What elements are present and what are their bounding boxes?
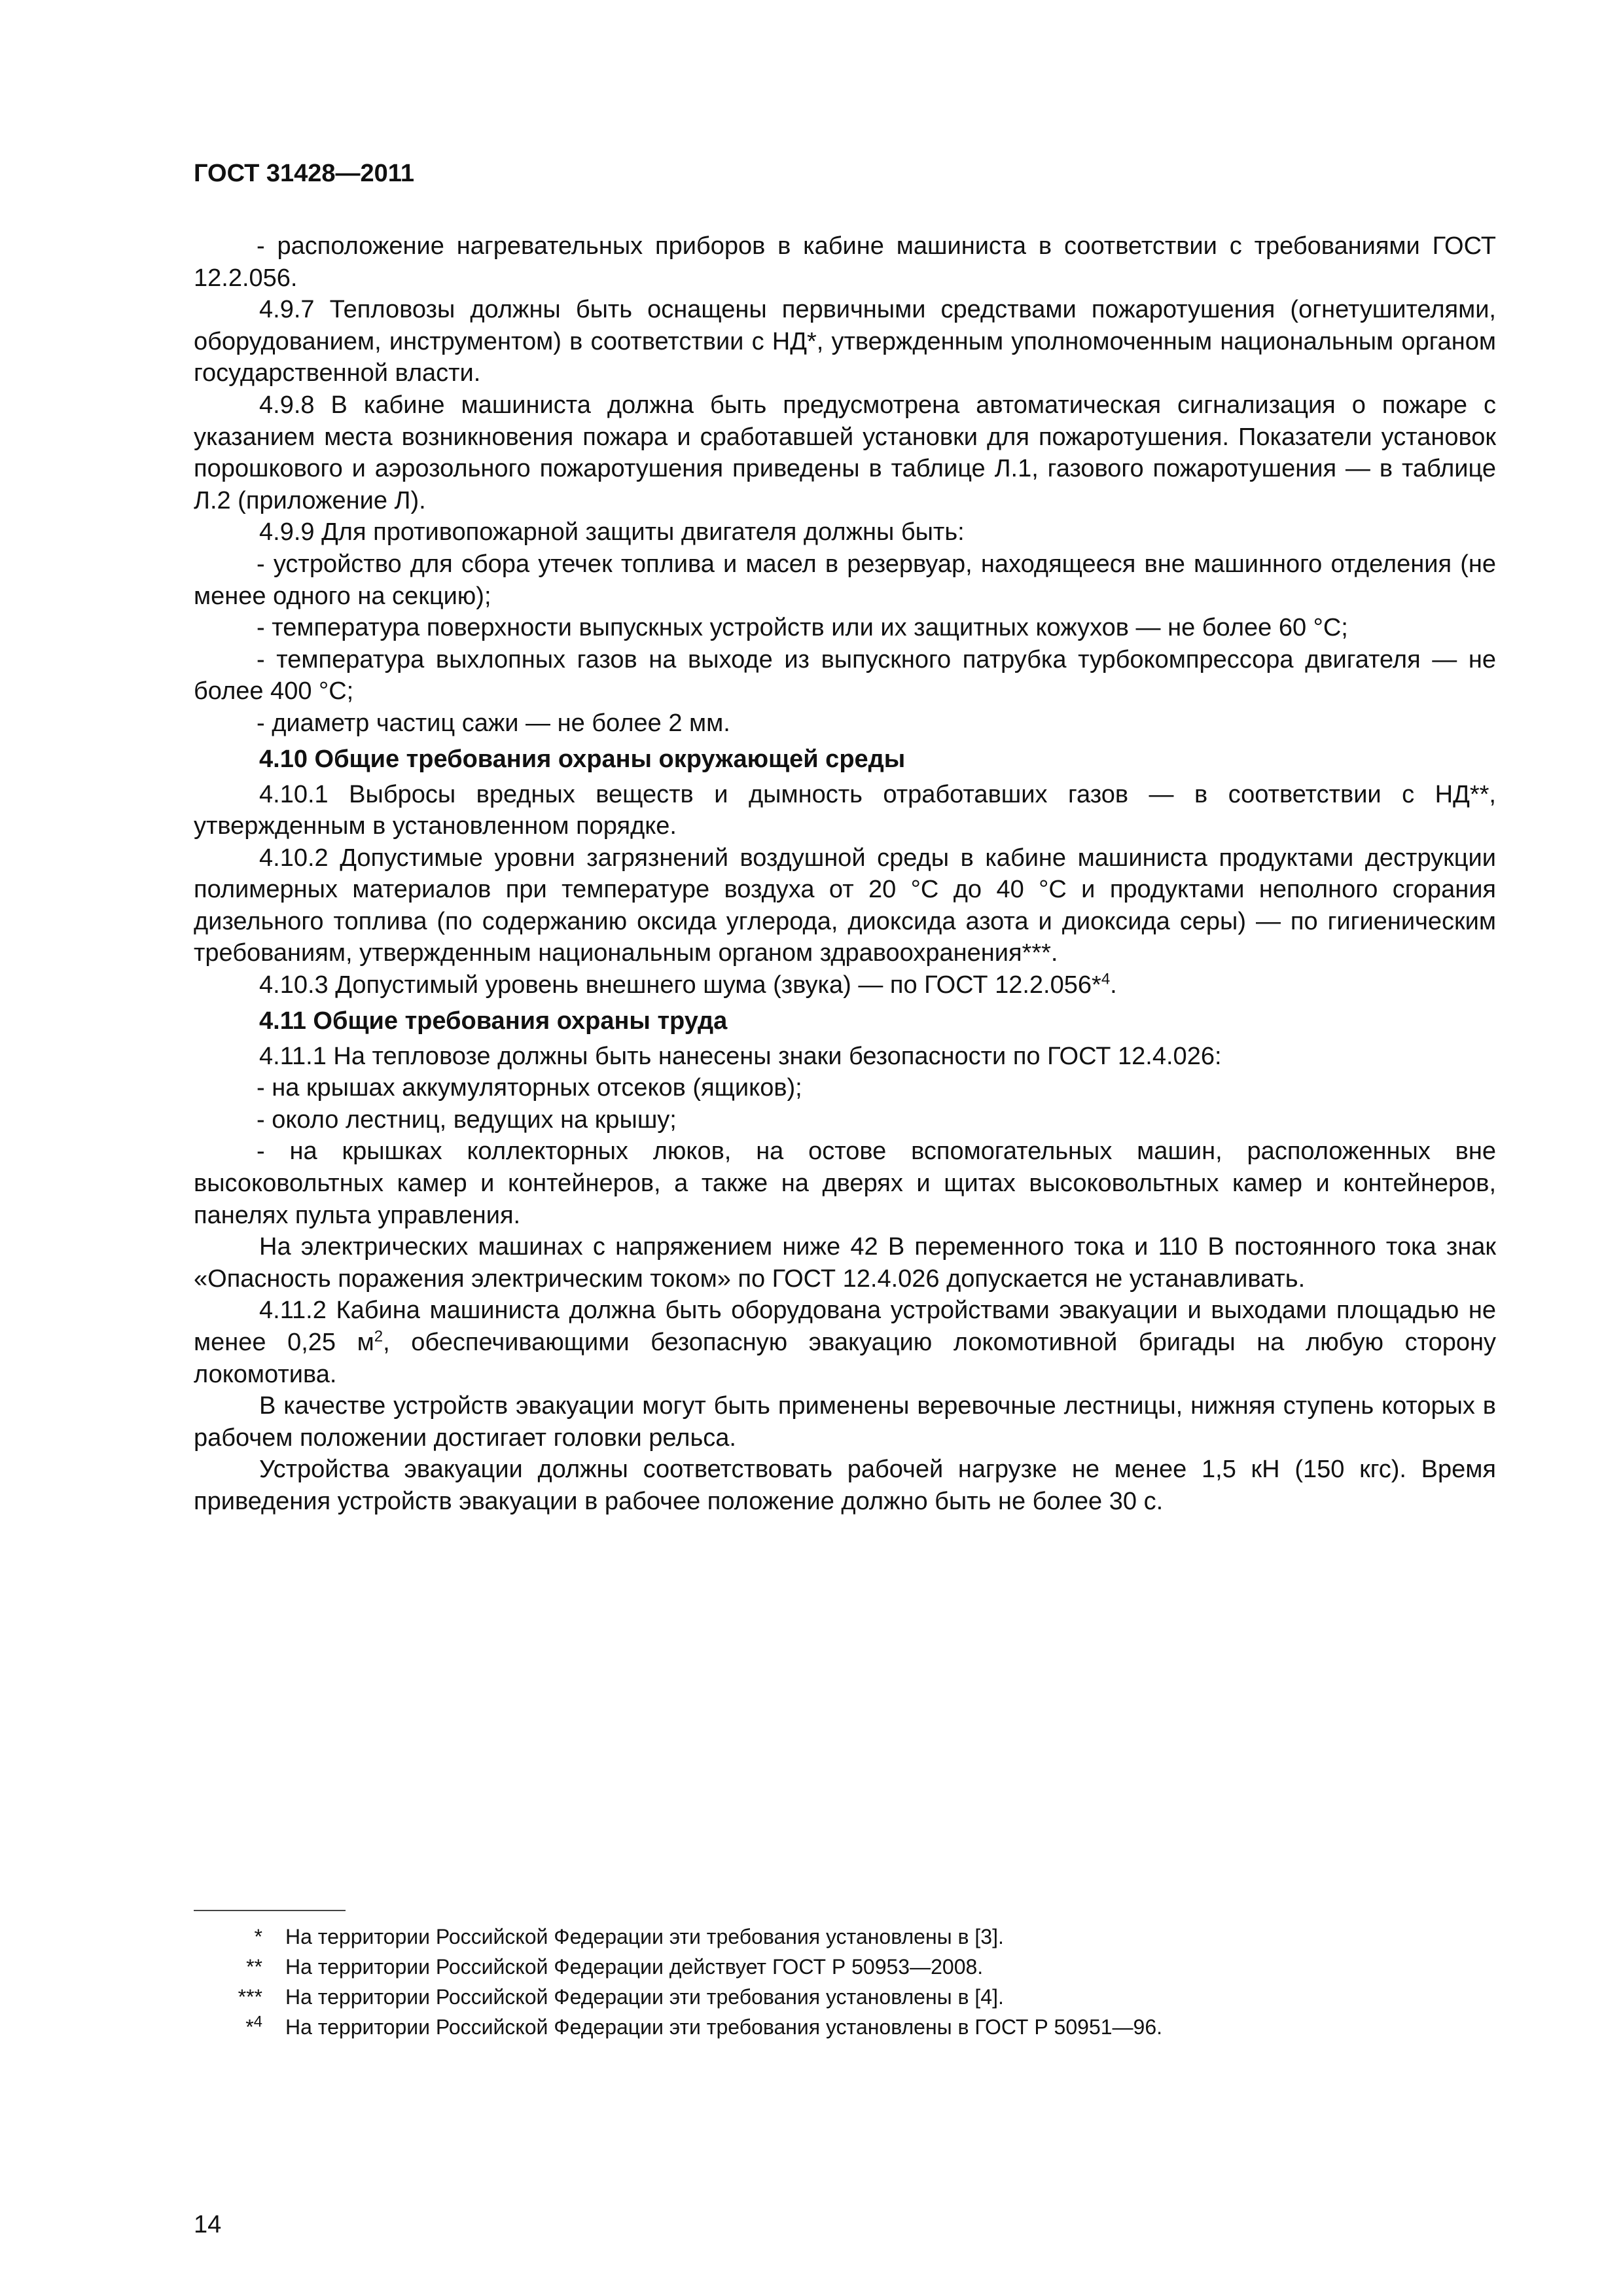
document-header-code: ГОСТ 31428—2011	[194, 160, 414, 187]
footnote-text: На территории Российской Федерации эти требования установлены в ГОСТ Р 50951—96.	[285, 2015, 1163, 2039]
text-run: .	[1110, 971, 1117, 999]
paragraph	[194, 1231, 1496, 1295]
text-run: - температура поверхности выпускных устройств или их защитных кожухов — не более 60 °С;	[257, 614, 1348, 642]
paragraph	[194, 612, 1496, 644]
footnote-mark	[255, 1922, 262, 1952]
paragraph	[194, 779, 1496, 842]
footnote	[194, 1922, 1496, 1952]
footnote-mark-symbol: **	[246, 1955, 262, 1979]
footnote-mark-symbol: *	[245, 2015, 254, 2039]
footnote-mark	[246, 1952, 262, 1982]
paragraph	[194, 1041, 1496, 1073]
footnote-mark-symbol: ***	[238, 1985, 262, 2009]
footnote-mark	[245, 2012, 262, 2042]
footnote-text: На территории Российской Федерации эти требования установлены в [3].	[285, 1925, 1004, 1948]
text-run: 4.9.9 Для противопожарной защиты двигателя должны быть:	[259, 518, 965, 547]
text-run: На электрических машинах с напряжением ниже 42 В переменного тока и 110 В постоянного тока знак «Опасность поражения электрическим током» по ГОСТ 12.4.026 допускается не устанавливать.	[194, 1233, 1496, 1293]
paragraph	[194, 389, 1496, 516]
paragraph	[194, 516, 1496, 548]
text-run: 4.9.8 В кабине машиниста должна быть предусмотрена автоматическая сигнализация о пожаре с указанием места возникновения пожара и сработавшей установки для пожаротушения. Показатели установок порошкового и аэрозольного пожаротушения приведены в таблице Л.1, газового пожаротушения — в таблице Л.2 (приложение Л).	[194, 391, 1496, 514]
page-number: 14	[194, 2211, 222, 2238]
paragraph	[194, 1072, 1496, 1104]
footnote-text: На территории Российской Федерации эти требования установлены в [4].	[285, 1985, 1004, 2009]
text-run: 4.10.1 Выбросы вредных веществ и дымность отработавших газов — в соответствии с НД**, утвержденным в установленном порядке.	[194, 780, 1496, 840]
text-run: 4.9.7 Тепловозы должны быть оснащены первичными средствами пожаротушения (огнетушителями, оборудованием, инструментом) в соответствии с НД*, утвержденным уполномоченным национальным органом государственной власти.	[194, 296, 1496, 387]
footnote-mark-symbol: *	[254, 1925, 262, 1948]
text-run: - на крышах аккумуляторных отсеков (ящиков);	[257, 1074, 802, 1102]
document-page	[194, 0, 1496, 2296]
text-run: - диаметр частиц сажи — не более 2 мм.	[257, 709, 730, 737]
text-run: - расположение нагревательных приборов в кабине машиниста в соответствии с требованиями ГОСТ 12.2.056.	[194, 232, 1496, 292]
text-run: 4.11 Общие требования охраны труда	[259, 1007, 728, 1035]
text-run: Устройства эвакуации должны соответствовать рабочей нагрузке не менее 1,5 кН (150 кгс). Время приведения устройств эвакуации в рабочее положение должно быть не более 30 с.	[194, 1456, 1496, 1515]
footnotes	[194, 1922, 1496, 2042]
footnote	[194, 1982, 1496, 2012]
paragraph	[194, 294, 1496, 389]
superscript: 2	[374, 1327, 383, 1346]
section-heading	[194, 744, 1496, 775]
paragraph	[194, 1454, 1496, 1517]
text-run: 4.11.2 Кабина машиниста должна быть оборудована устройствами эвакуации и выходами площадью не менее 0,25 м	[194, 1297, 1496, 1356]
text-run: - температура выхлопных газов на выходе из выпускного патрубка турбокомпрессора двигателя — не более 400 °С;	[194, 645, 1496, 706]
text-run: - устройство для сбора утечек топлива и масел в резервуар, находящееся вне машинного отделения (не менее одного на секцию);	[194, 550, 1496, 610]
text-run: - на крышках коллекторных люков, на остове вспомогательных машин, расположенных вне высоковольтных камер и контейнеров, а также на дверях и щитах высоковольтных камер и контейнеров, панелях пульта управления.	[194, 1138, 1496, 1229]
paragraph	[194, 1136, 1496, 1231]
text-run: - около лестниц, ведущих на крышу;	[257, 1105, 677, 1134]
superscript: 4	[1101, 970, 1111, 988]
footnote-separator	[194, 1910, 346, 1911]
document-body	[194, 230, 1496, 1518]
text-run: 4.10.3 Допустимый уровень внешнего шума (звука) — по ГОСТ 12.2.056*	[259, 971, 1101, 999]
paragraph	[194, 969, 1496, 1001]
paragraph	[194, 708, 1496, 740]
paragraph	[194, 1104, 1496, 1136]
paragraph	[194, 1295, 1496, 1390]
text-run: 4.10 Общие требования охраны окружающей среды	[259, 745, 906, 773]
section-heading	[194, 1005, 1496, 1037]
paragraph	[194, 548, 1496, 612]
paragraph	[194, 230, 1496, 294]
text-run: 4.11.1 На тепловозе должны быть нанесены знаки безопасности по ГОСТ 12.4.026:	[259, 1042, 1222, 1070]
paragraph	[194, 842, 1496, 969]
footnote	[194, 1952, 1496, 1982]
text-run: , обеспечивающими безопасную эвакуацию локомотивной бригады на любую сторону локомотива.	[194, 1329, 1496, 1388]
footnote	[194, 2012, 1496, 2042]
footnote-text: На территории Российской Федерации действует ГОСТ Р 50953—2008.	[285, 1955, 984, 1979]
footnote-mark	[238, 1982, 262, 2012]
text-run: 4.10.2 Допустимые уровни загрязнений воздушной среды в кабине машиниста продуктами деструкции полимерных материалов при температуре воздуха от 20 °С до 40 °С и продуктами неполного сгорания дизельного топлива (по содержанию оксида углерода, диоксида азота и диоксида серы) — по гигиеническим требованиям, утвержденным национальным органом здравоохранения***.	[194, 844, 1496, 967]
text-run: В качестве устройств эвакуации могут быть применены веревочные лестницы, нижняя ступень которых в рабочем положении достигает головки рельса.	[194, 1392, 1496, 1452]
footnote-mark-superscript: 4	[253, 2013, 262, 2031]
paragraph	[194, 1390, 1496, 1454]
paragraph	[194, 644, 1496, 708]
